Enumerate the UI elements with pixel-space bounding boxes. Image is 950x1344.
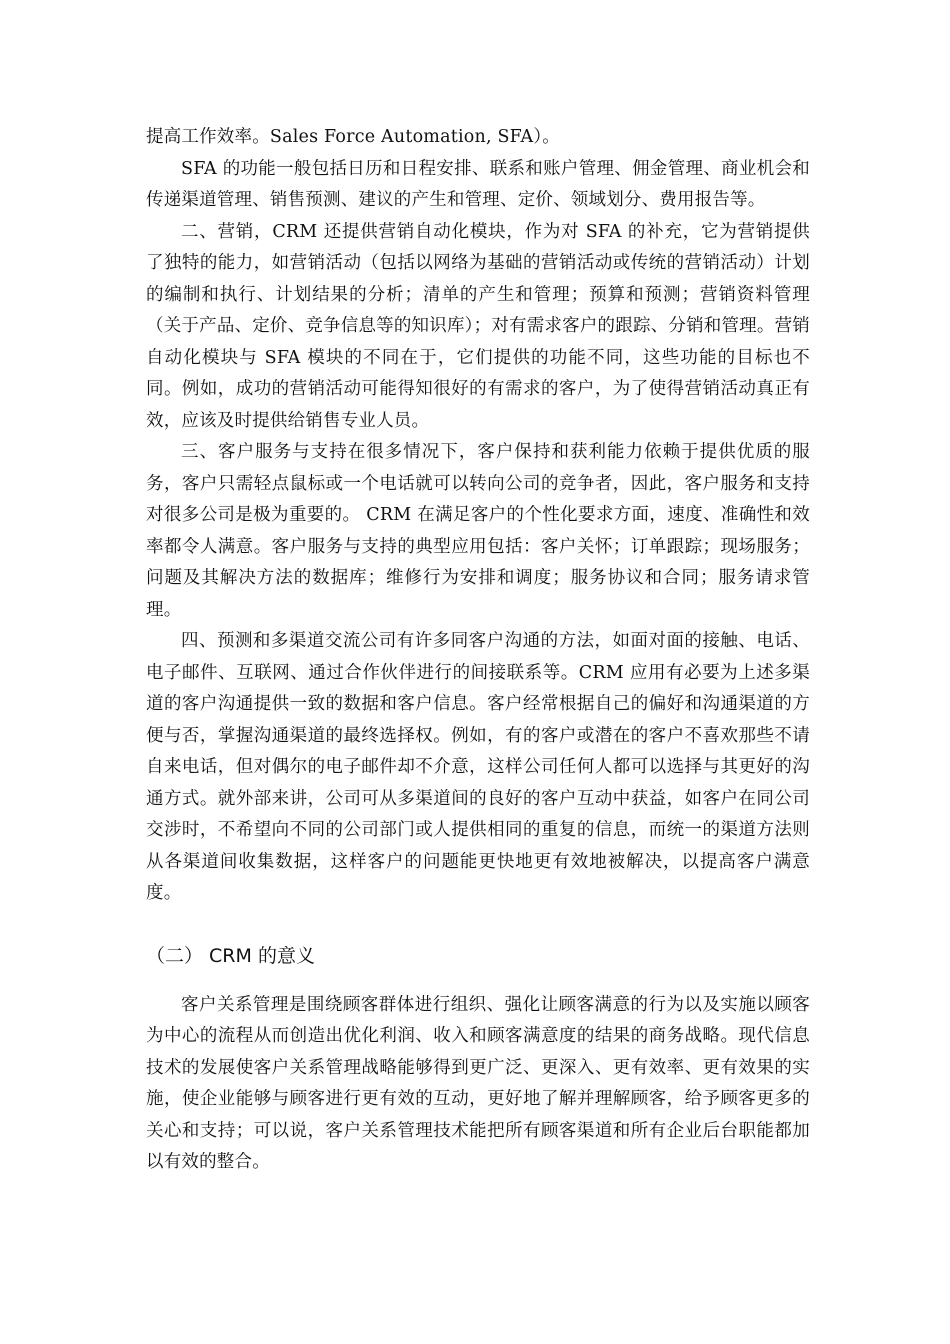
paragraph-crm-significance: 客户关系管理是围绕顾客群体进行组织、强化让顾客满意的行为以及实施以顾客为中心的流程从而创造出优化利润、收入和顾客满意度的结果的商务战略。现代信息技术的发展使客户关系管理战略能够得到更广泛、更深入、更有效率、更有效果的实施，使企业能够与顾客进行更有效的互动，更好地了解并理解顾客，给予顾客更多的关心和支持；可以说，客户关系管理技术能把所有顾客渠道和所有企业后台职能都加以有效的整合。 (146, 994, 810, 1172)
section-heading-crm-significance: （二） CRM 的意义 (146, 944, 315, 967)
paragraph-sfa-functions: SFA 的功能一般包括日历和日程安排、联系和账户管理、佣金管理、商业机会和传递渠道管理、销售预测、建议的产生和管理、定价、领域划分、费用报告等。 (146, 158, 810, 210)
document-page (146, 122, 810, 1179)
paragraph-continuation: 提高工作效率。Sales Force Automation, SFA）。 (146, 127, 560, 147)
paragraph-multichannel: 四、预测和多渠道交流公司有许多同客户沟通的方法，如面对面的接触、电话、电子邮件、互联网、通过合作伙伴进行的间接联系等。CRM 应用有必要为上述多渠道的客户沟通提供一致的数据和客户信息。客户经常根据自己的偏好和沟通渠道的方便与否，掌握沟通渠道的最终选择权。例如，有的客户或潜在的客户不喜欢那些不请自来电话，但对偶尔的电子邮件却不介意，这样公司任何人都可以选择与其更好的沟通方式。就外部来讲，公司可从多渠道间的良好的客户互动中获益，如客户在同公司交涉时，不希望向不同的公司部门或人提供相同的重复的信息，而统一的渠道方法则从各渠道间收集数据，这样客户的问题能更快地更有效地被解决，以提高客户满意度。 (146, 631, 810, 903)
paragraph-customer-service: 三、客户服务与支持在很多情况下，客户保持和获利能力依赖于提供优质的服务，客户只需轻点鼠标或一个电话就可以转向公司的竞争者，因此，客户服务和支持对很多公司是极为重要的。 CRM 在满足客户的个性化要求方面，速度、准确性和效率都令人满意。客户服务与支持的典型应用包括：客户关怀；订单跟踪；现场服务；问题及其解决方法的数据库；维修行为安排和调度；服务协议和合同；服务请求管理。 (146, 442, 810, 620)
paragraph-marketing: 二、营销，CRM 还提供营销自动化模块，作为对 SFA 的补充，它为营销提供了独特的能力，如营销活动（包括以网络为基础的营销活动或传统的营销活动）计划的编制和执行、计划结果的分析；清单的产生和管理；预算和预测；营销资料管理（关于产品、定价、竞争信息等的知识库）；对有需求客户的跟踪、分销和管理。营销自动化模块与 SFA 模块的不同在于，它们提供的功能不同，这些功能的目标也不同。例如，成功的营销活动可能得知很好的有需求的客户，为了使得营销活动真正有效，应该及时提供给销售专业人员。 (146, 221, 810, 431)
